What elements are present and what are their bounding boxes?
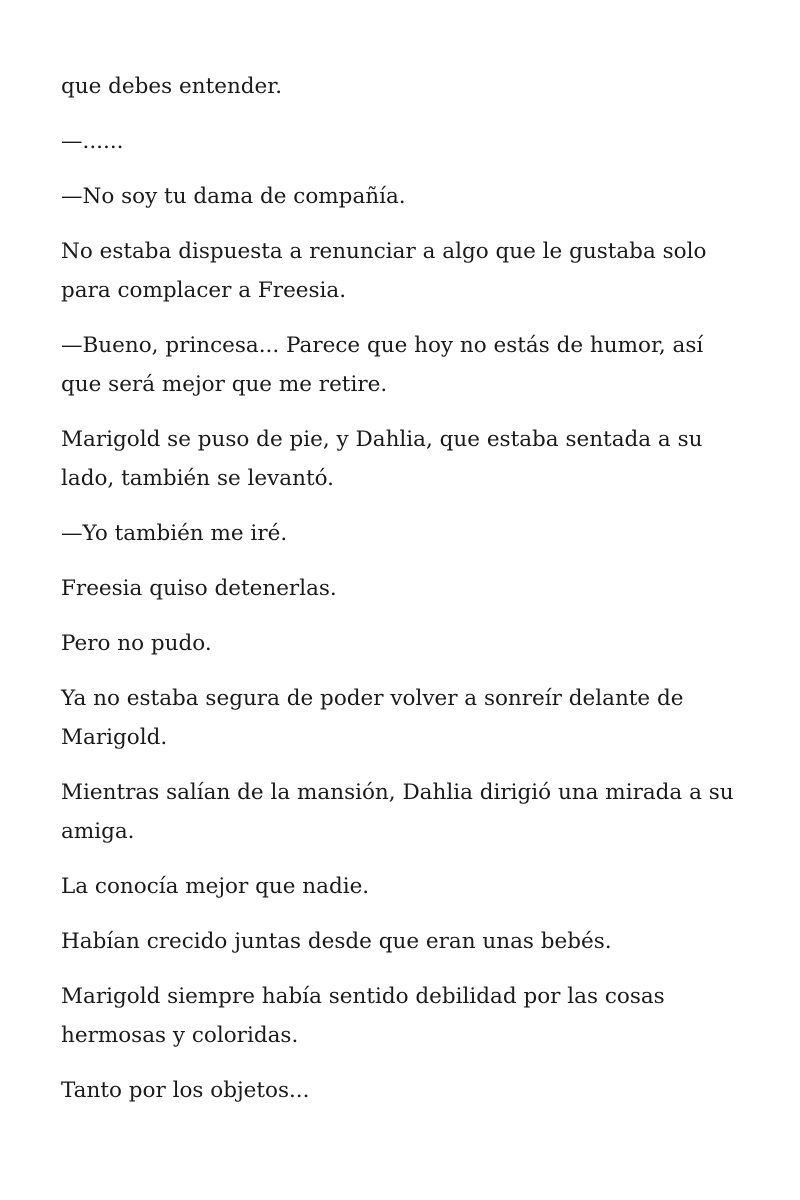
paragraph: —...... [61, 129, 124, 154]
paragraph: No estaba dispuesta a renunciar a algo que le gustaba solo para complacer a Freesia. [61, 239, 707, 303]
paragraph: —No soy tu dama de compañía. [61, 184, 406, 209]
paragraph: Marigold se puso de pie, y Dahlia, que estaba sentada a su lado, también se levantó. [61, 427, 703, 491]
paragraph: que debes entender. [61, 74, 283, 99]
paragraph: Pero no pudo. [61, 631, 212, 656]
paragraph: Habían crecido juntas desde que eran unas bebés. [61, 929, 612, 954]
paragraph: Tanto por los objetos... [61, 1078, 310, 1103]
paragraph: —Yo también me iré. [61, 521, 288, 546]
paragraph: —Bueno, princesa... Parece que hoy no estás de humor, así que será mejor que me retire. [61, 333, 704, 397]
paragraph: Ya no estaba segura de poder volver a sonreír delante de Marigold. [61, 686, 684, 750]
paragraph: Marigold siempre había sentido debilidad por las cosas hermosas y coloridas. [61, 984, 665, 1048]
text-column [61, 67, 741, 1126]
paragraph: Mientras salían de la mansión, Dahlia dirigió una mirada a su amiga. [61, 780, 734, 844]
paragraph: Freesia quiso detenerlas. [61, 576, 337, 601]
paragraph: La conocía mejor que nadie. [61, 874, 370, 899]
